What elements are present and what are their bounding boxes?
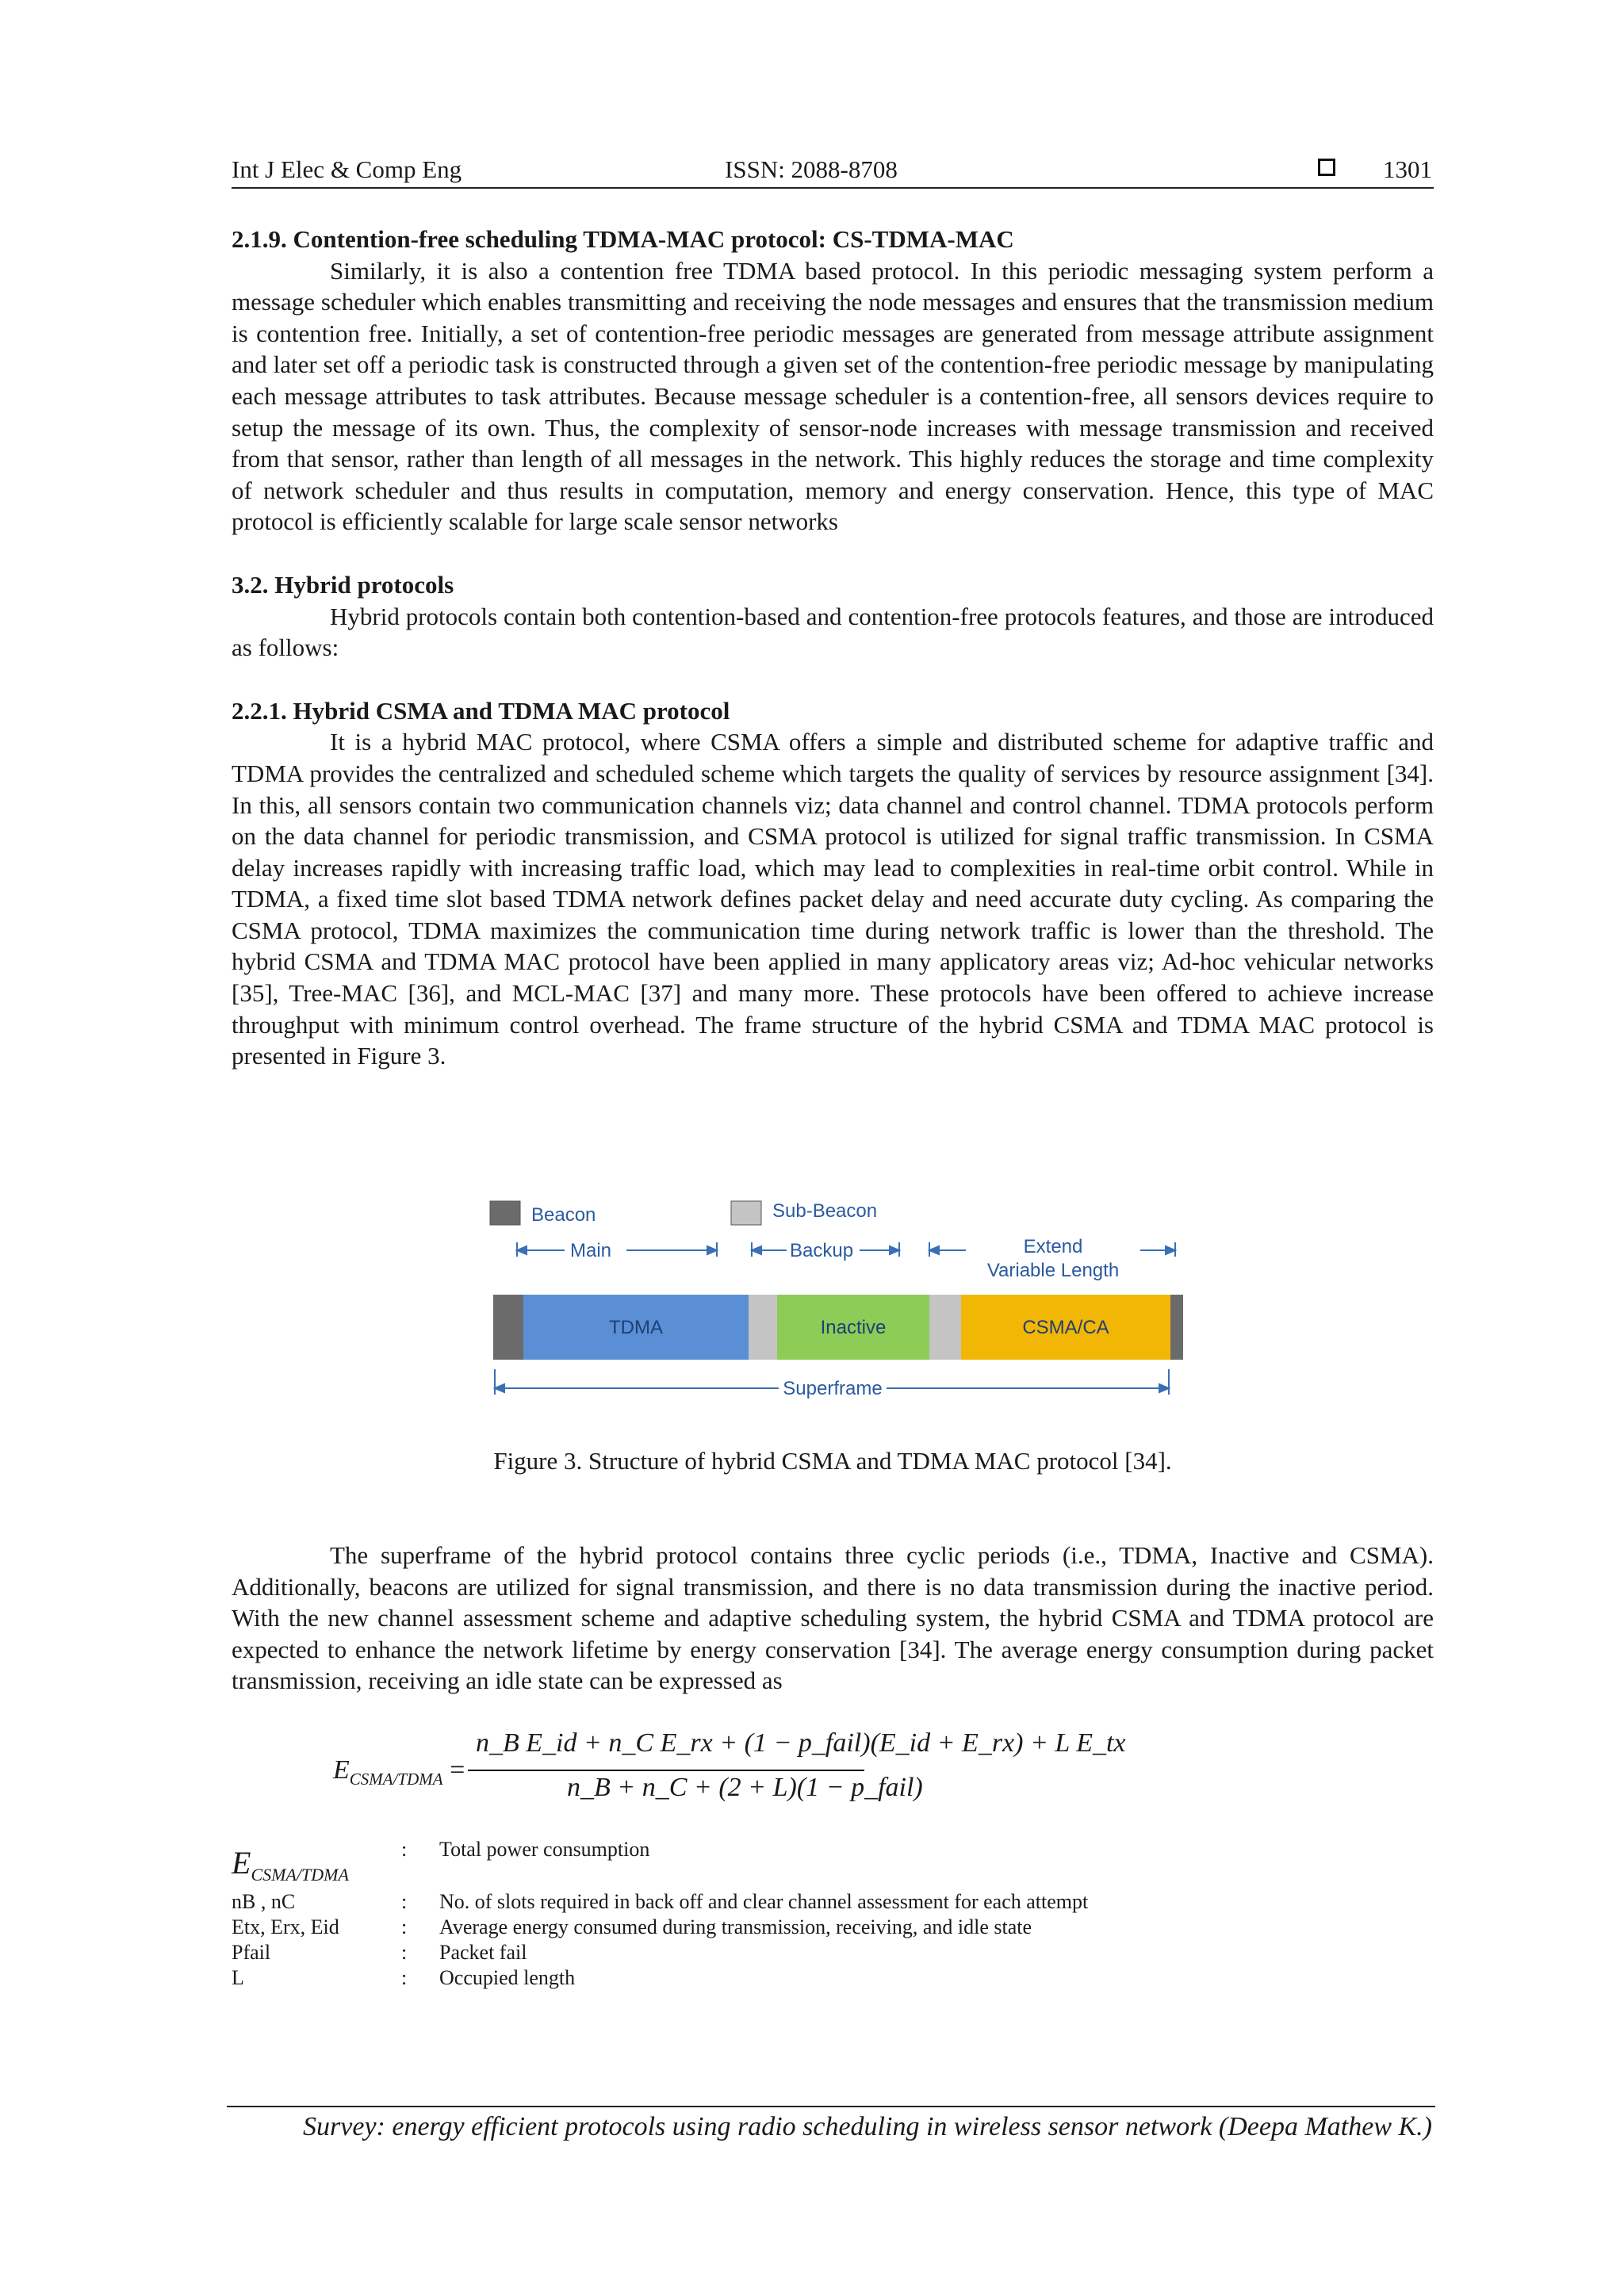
subbeacon-legend-swatch (731, 1201, 761, 1225)
legend-colon: : (401, 1838, 408, 1861)
main-label: Main (570, 1240, 612, 1261)
superframe-label: Superframe (783, 1378, 883, 1399)
page-header (232, 155, 1434, 189)
legend-symbol: $E_{CSMA/TDMA}$ (232, 1845, 349, 1885)
issn: ISSN: 2088-8708 (725, 155, 898, 183)
legend-description: Occupied length (439, 1966, 576, 1989)
page-footer: Survey: energy efficient protocols using radio scheduling in wireless sensor network (Deepa Mathew K.) (303, 2112, 1432, 2141)
section-219-paragraph: Similarly, it is also a contention free TDMA based protocol. In this periodic messaging system perform a message scheduler which enables transmitting and receiving the node messages and ensures that the transmission medium is contention free. Initially, a set of contention-free periodic messages are generated from message attribute assignment and later set off a periodic task is constructed through a given set of the contention-free periodic message by manipulating each message attributes to task attributes. Because message scheduler is a contention-free, all sensors devices require to setup the message of its own. Thus, the complexity of sensor-node increases with message transmission and received from that sensor, rather than length of all messages in the network. This highly reduces the storage and time complexity of network scheduler and thus results in computation, memory and energy conservation. Hence, this type of MAC protocol is efficiently scalable for large scale sensor networks (232, 256, 1434, 536)
section-heading-221: 2.2.1. Hybrid CSMA and TDMA MAC protocol (232, 696, 730, 725)
figure-3 (485, 1193, 1183, 1419)
extend-label-1: Extend (1023, 1236, 1083, 1257)
section-heading-219: 2.1.9. Contention-free scheduling TDMA-MAC protocol: CS-TDMA-MAC (232, 225, 1014, 253)
equation-numerator: n_B E_id + n_C E_rx + (1 − p_fail)(E_id + E_rx) + L E_tx (476, 1728, 1126, 1758)
equation-lhs-subscript: CSMA/TDMA (349, 1769, 443, 1789)
extend-label-2: Variable Length (986, 1260, 1120, 1281)
legend-symbol: Pfail (232, 1941, 271, 1964)
legend-description: Packet fail (439, 1941, 527, 1964)
page-number: 1301 (1383, 155, 1432, 183)
backup-label: Backup (790, 1240, 854, 1261)
legend-colon: : (401, 1966, 408, 1989)
legend-symbol: Etx, Erx, Eid (232, 1915, 339, 1938)
superframe-paragraph-block (232, 1540, 1434, 1697)
legend-symbol: L (232, 1966, 244, 1989)
checkbox-square-icon (1318, 159, 1335, 176)
section-heading-32: 3.2. Hybrid protocols (232, 570, 454, 599)
tdma-label: TDMA (609, 1317, 663, 1338)
journal-name: Int J Elec & Comp Eng (232, 155, 462, 183)
beacon-segment-start (493, 1295, 523, 1360)
legend-colon: : (401, 1941, 408, 1964)
inactive-label: Inactive (820, 1317, 887, 1338)
legend-description: No. of slots required in back off and clear channel assessment for each attempt (439, 1890, 1089, 1913)
beacon-segment-end (1170, 1295, 1183, 1360)
legend-symbol: nB , nC (232, 1890, 296, 1913)
beacon-legend-swatch (490, 1201, 520, 1225)
section-221-paragraph: It is a hybrid MAC protocol, where CSMA offers a simple and distributed scheme for adaptive traffic and TDMA provides the centralized and scheduled scheme which targets the quality of services by resource assignment [34]. In this, all sensors contain two communication channels viz; data channel and control channel. TDMA protocols perform on the data channel for periodic transmission, and CSMA protocol is utilized for signal traffic transmission. In CSMA delay increases rapidly with increasing traffic load, which may lead to complexities in real-time orbit control. While in TDMA, a fixed time slot based TDMA network defines packet delay and need accurate duty cycling. As comparing the CSMA protocol, TDMA maximizes the communication time during network traffic is lower than the threshold. The hybrid CSMA and TDMA MAC protocol have been applied in many applicatory areas viz; Ad-hoc vehicular networks [35], Tree-MAC [36], and MCL-MAC [37] and many more. These protocols have been offered to achieve increase throughput with minimum control overhead. The frame structure of the hybrid CSMA and TDMA MAC protocol is presented in Figure 3. (232, 728, 1434, 1070)
equation-lhs (333, 1755, 465, 1789)
beacon-legend-label: Beacon (531, 1204, 596, 1226)
csma-label: CSMA/CA (1022, 1317, 1109, 1338)
equation-lhs-symbol: E (333, 1755, 350, 1785)
subbeacon-legend-label: Sub-Beacon (772, 1200, 878, 1222)
main-content (232, 224, 1434, 1072)
energy-equation (333, 1728, 1126, 1816)
superframe-paragraph: The superframe of the hybrid protocol contains three cyclic periods (i.e., TDMA, Inactive and CSMA). Additionally, beacons are utilized for signal transmission, and there is no data transmission during the inactive period. With the new channel assessment scheme and adaptive scheduling system, the hybrid CSMA and TDMA protocol are expected to enhance the network lifetime by energy conservation [34]. The average energy consumption during packet transmission, receiving an idle state can be expressed as (232, 1541, 1434, 1695)
footer-divider (227, 2106, 1435, 2107)
subbeacon-segment-1 (749, 1295, 777, 1360)
fraction-bar (468, 1770, 864, 1771)
section-32-paragraph: Hybrid protocols contain both contention-based and contention-free protocols features, and those are introduced as follows: (232, 602, 1434, 662)
legend-description: Total power consumption (439, 1838, 650, 1861)
legend-colon: : (401, 1890, 408, 1913)
equation-denominator: n_B + n_C + (2 + L)(1 − p_fail) (567, 1773, 923, 1802)
figure-caption: Figure 3. Structure of hybrid CSMA and TDMA MAC protocol [34]. (493, 1447, 1172, 1475)
equation-equals: = (450, 1755, 465, 1785)
legend-description: Average energy consumed during transmission, receiving, and idle state (439, 1915, 1032, 1938)
legend-colon: : (401, 1915, 408, 1938)
subbeacon-segment-2 (929, 1295, 961, 1360)
